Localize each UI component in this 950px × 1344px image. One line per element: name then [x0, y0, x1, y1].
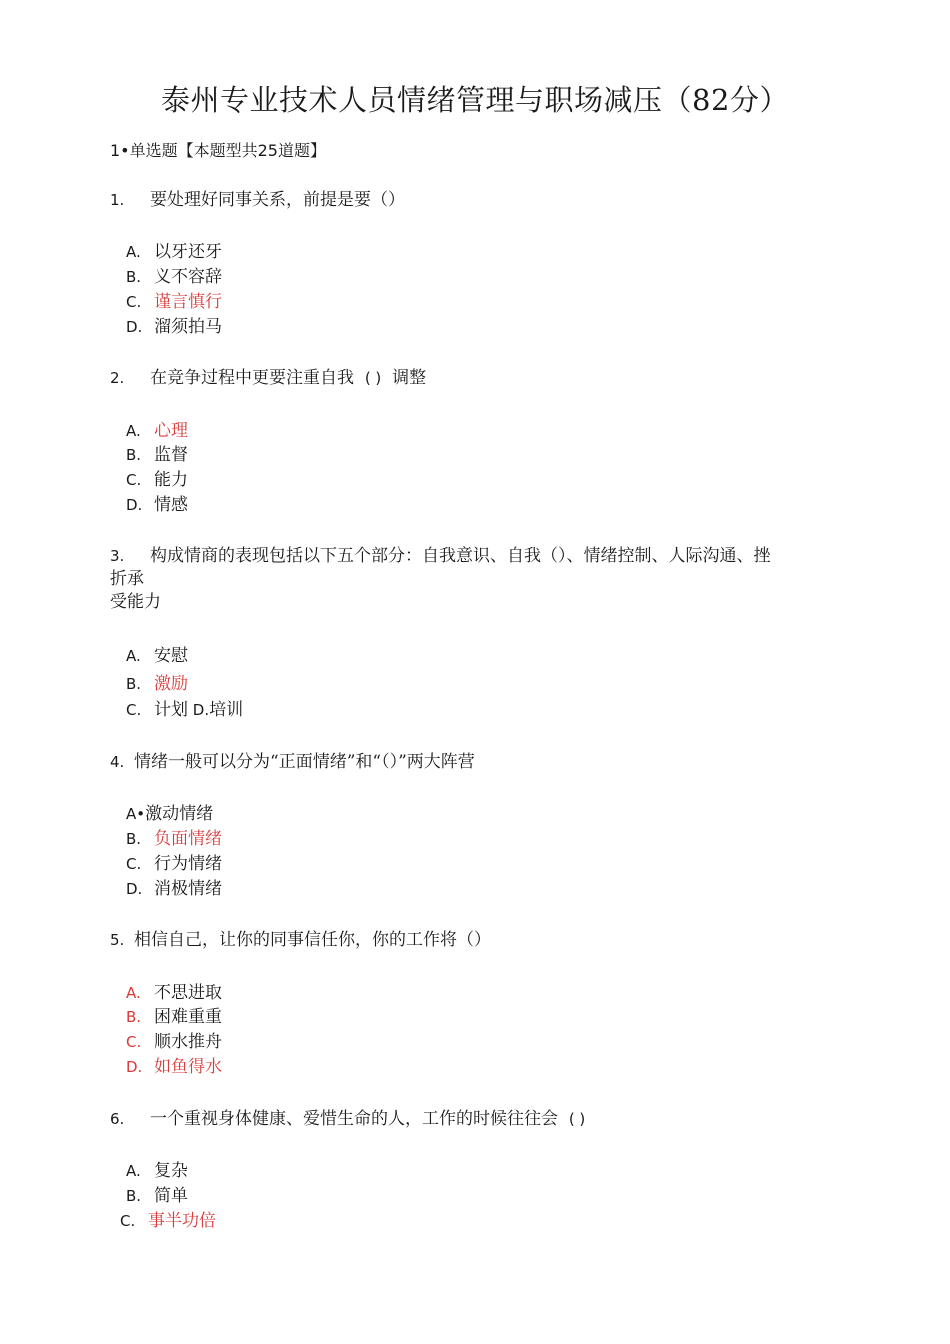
option-6c: C. 事半功倍: [120, 1211, 216, 1231]
option-4b: B. 负面情绪: [126, 829, 222, 849]
correct-answer: 如鱼得水: [154, 1057, 222, 1077]
option-3b: B. 激励: [126, 674, 188, 694]
option-5d: D. 如鱼得水: [126, 1057, 222, 1077]
option-4d: D. 消极情绪: [126, 879, 222, 899]
option-6a: A. 复杂: [126, 1161, 188, 1181]
question-text: 情绪一般可以分为“正面情绪”和“（）”两大阵营: [134, 752, 475, 772]
option-3a: A. 安慰: [126, 646, 188, 666]
question-1: [110, 189, 825, 212]
question-5: [110, 929, 825, 952]
question-4: [110, 751, 825, 774]
option-4c: C. 行为情绪: [126, 854, 222, 874]
option-2b: B. 监督: [126, 445, 188, 465]
question-text: 构成情商的表现包括以下五个部分：自我意识、自我（）、情绪控制、人际沟通、挫: [150, 546, 771, 566]
option-1c: C. 谨言慎行: [126, 292, 222, 312]
correct-answer: 激励: [154, 674, 188, 694]
question-text: 相信自己，让你的同事信任你，你的工作将（）: [134, 930, 491, 950]
option-5c: C. 顺水推舟: [126, 1032, 222, 1052]
question-6: 6. 一个重视身体健康、爱惜生命的人，工作的时候往往会 ( ): [110, 1109, 586, 1129]
option-5b: B. 困难重重: [126, 1007, 222, 1027]
correct-answer: 负面情绪: [154, 829, 222, 849]
correct-answer: 心理: [154, 421, 188, 441]
option-2c: C. 能力: [126, 470, 188, 490]
question-number: 4.: [110, 753, 125, 771]
option-5a: A. 不思进取: [126, 983, 222, 1003]
question-text: 在竞争过程中更要注重自我: [150, 368, 354, 388]
question-2: 2. 在竞争过程中更要注重自我 ( ) 调整: [110, 368, 427, 388]
page-title: 泰州专业技术人员情绪管理与职场减压（82分）: [161, 83, 789, 117]
option-6b: B. 简单: [126, 1186, 188, 1206]
option-3cd: C. 计划 D.培训: [126, 700, 244, 720]
correct-answer: 事半功倍: [148, 1211, 216, 1231]
question-number: 6.: [110, 1110, 125, 1128]
option-1a: A. 以牙还牙: [126, 242, 222, 262]
correct-answer: 谨言慎行: [154, 292, 222, 312]
section-heading: 1•单选题【本题型共25道题】: [110, 141, 326, 160]
option-4a: A•激动情绪: [126, 804, 214, 824]
option-2d: D. 情感: [126, 495, 188, 515]
option-2a: A. 心理: [126, 421, 188, 441]
option-1d: D. 溜须拍马: [126, 317, 222, 337]
option-1b: B. 义不容辞: [126, 267, 222, 287]
question-number: 1.: [110, 191, 125, 209]
question-number: 3.: [110, 547, 125, 565]
question-number: 2.: [110, 369, 125, 387]
question-text: 要处理好同事关系，前提是要（）: [150, 190, 405, 210]
question-3: 3. 构成情商的表现包括以下五个部分：自我意识、自我（）、情绪控制、人际沟通、挫 折承 受能力: [110, 546, 771, 612]
question-text: 一个重视身体健康、爱惜生命的人，工作的时候往往会: [150, 1109, 558, 1129]
question-number: 5.: [110, 931, 125, 949]
